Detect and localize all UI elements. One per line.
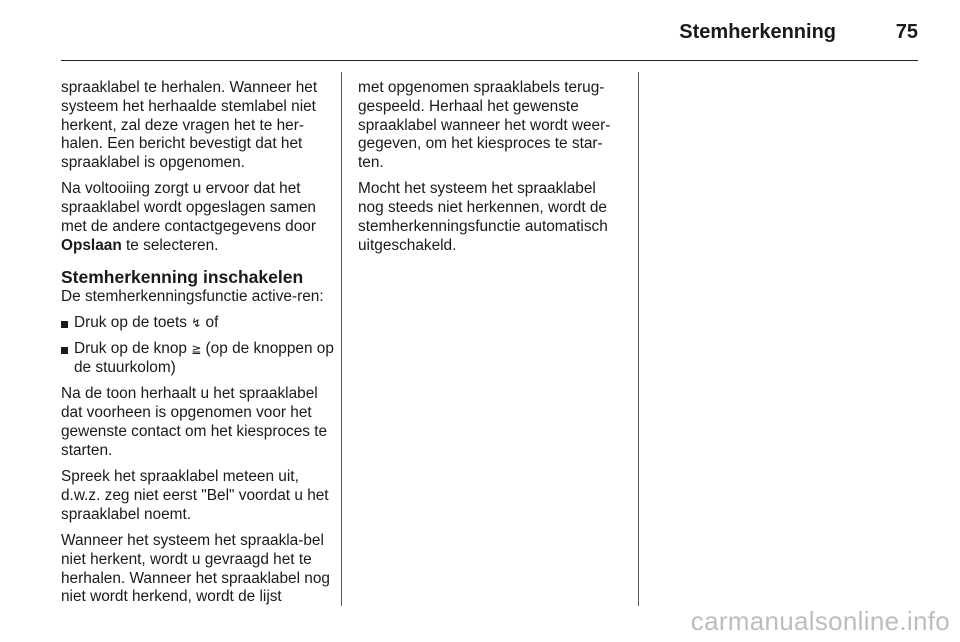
- menu-term-save: Opslaan: [61, 236, 122, 254]
- column-divider: [638, 72, 639, 606]
- page-number: 75: [895, 21, 918, 43]
- text-column-left: [61, 79, 334, 615]
- paragraph: met opgenomen spraaklabels terug-gespeeld. Herhaal het gewenste spraaklabel wanneer het wordt weer-gegeven, om het kiesproces te star-ten.: [358, 79, 611, 172]
- text-column-middle: [358, 79, 625, 263]
- list-item-text: Druk op de knop: [74, 340, 192, 358]
- header-divider: [61, 60, 918, 61]
- column-divider: [341, 72, 342, 606]
- paragraph: De stemherkenningsfunctie active-ren:: [61, 287, 324, 305]
- steering-voice-button-icon: ≧: [191, 342, 202, 357]
- list-item: [61, 314, 334, 333]
- voice-button-icon: ↯: [191, 315, 202, 330]
- paragraph: Wanneer het systeem het spraakla-bel niet herkent, wordt u gevraagd het te herhalen. Wanneer het spraaklabel nog niet wordt herkend, wordt de lijst: [61, 531, 330, 606]
- list-item-text: of: [201, 313, 219, 331]
- paragraph: spraaklabel te herhalen. Wanneer het systeem het herhaalde stemlabel niet herkent, zal deze vragen het te her-halen. Een bericht bevestigt dat het spraaklabel is opgenomen.: [61, 79, 318, 172]
- list-item-text: (op de knoppen op de stuurkolom): [74, 340, 334, 377]
- section-heading: Stemherkenning inschakelen: [61, 266, 304, 287]
- paragraph-text: te selecteren.: [121, 236, 219, 254]
- list-item: [61, 340, 334, 378]
- square-bullet-icon: [61, 321, 68, 328]
- paragraph: Spreek het spraaklabel meteen uit, d.w.z. zeg niet eerst "Bel" voordat u het spraaklabel noemt.: [61, 468, 329, 523]
- watermark: carmanualsonline.info: [690, 606, 950, 636]
- list-item-text: Druk op de toets: [74, 313, 192, 331]
- square-bullet-icon: [61, 347, 68, 354]
- paragraph: Na de toon herhaalt u het spraaklabel dat voorheen is opgenomen voor het gewenste contact om het kiesproces te starten.: [61, 385, 328, 459]
- page-title: Stemherkenning: [679, 21, 836, 43]
- paragraph: [61, 180, 334, 255]
- bullet-list: [61, 314, 334, 378]
- paragraph-text: Na voltooiing zorgt u ervoor dat het spraaklabel wordt opgeslagen samen met de andere contactgegevens door: [61, 180, 316, 236]
- paragraph: Mocht het systeem het spraaklabel nog steeds niet herkennen, wordt de stemherkenningsfunctie automatisch uitgeschakeld.: [358, 180, 608, 254]
